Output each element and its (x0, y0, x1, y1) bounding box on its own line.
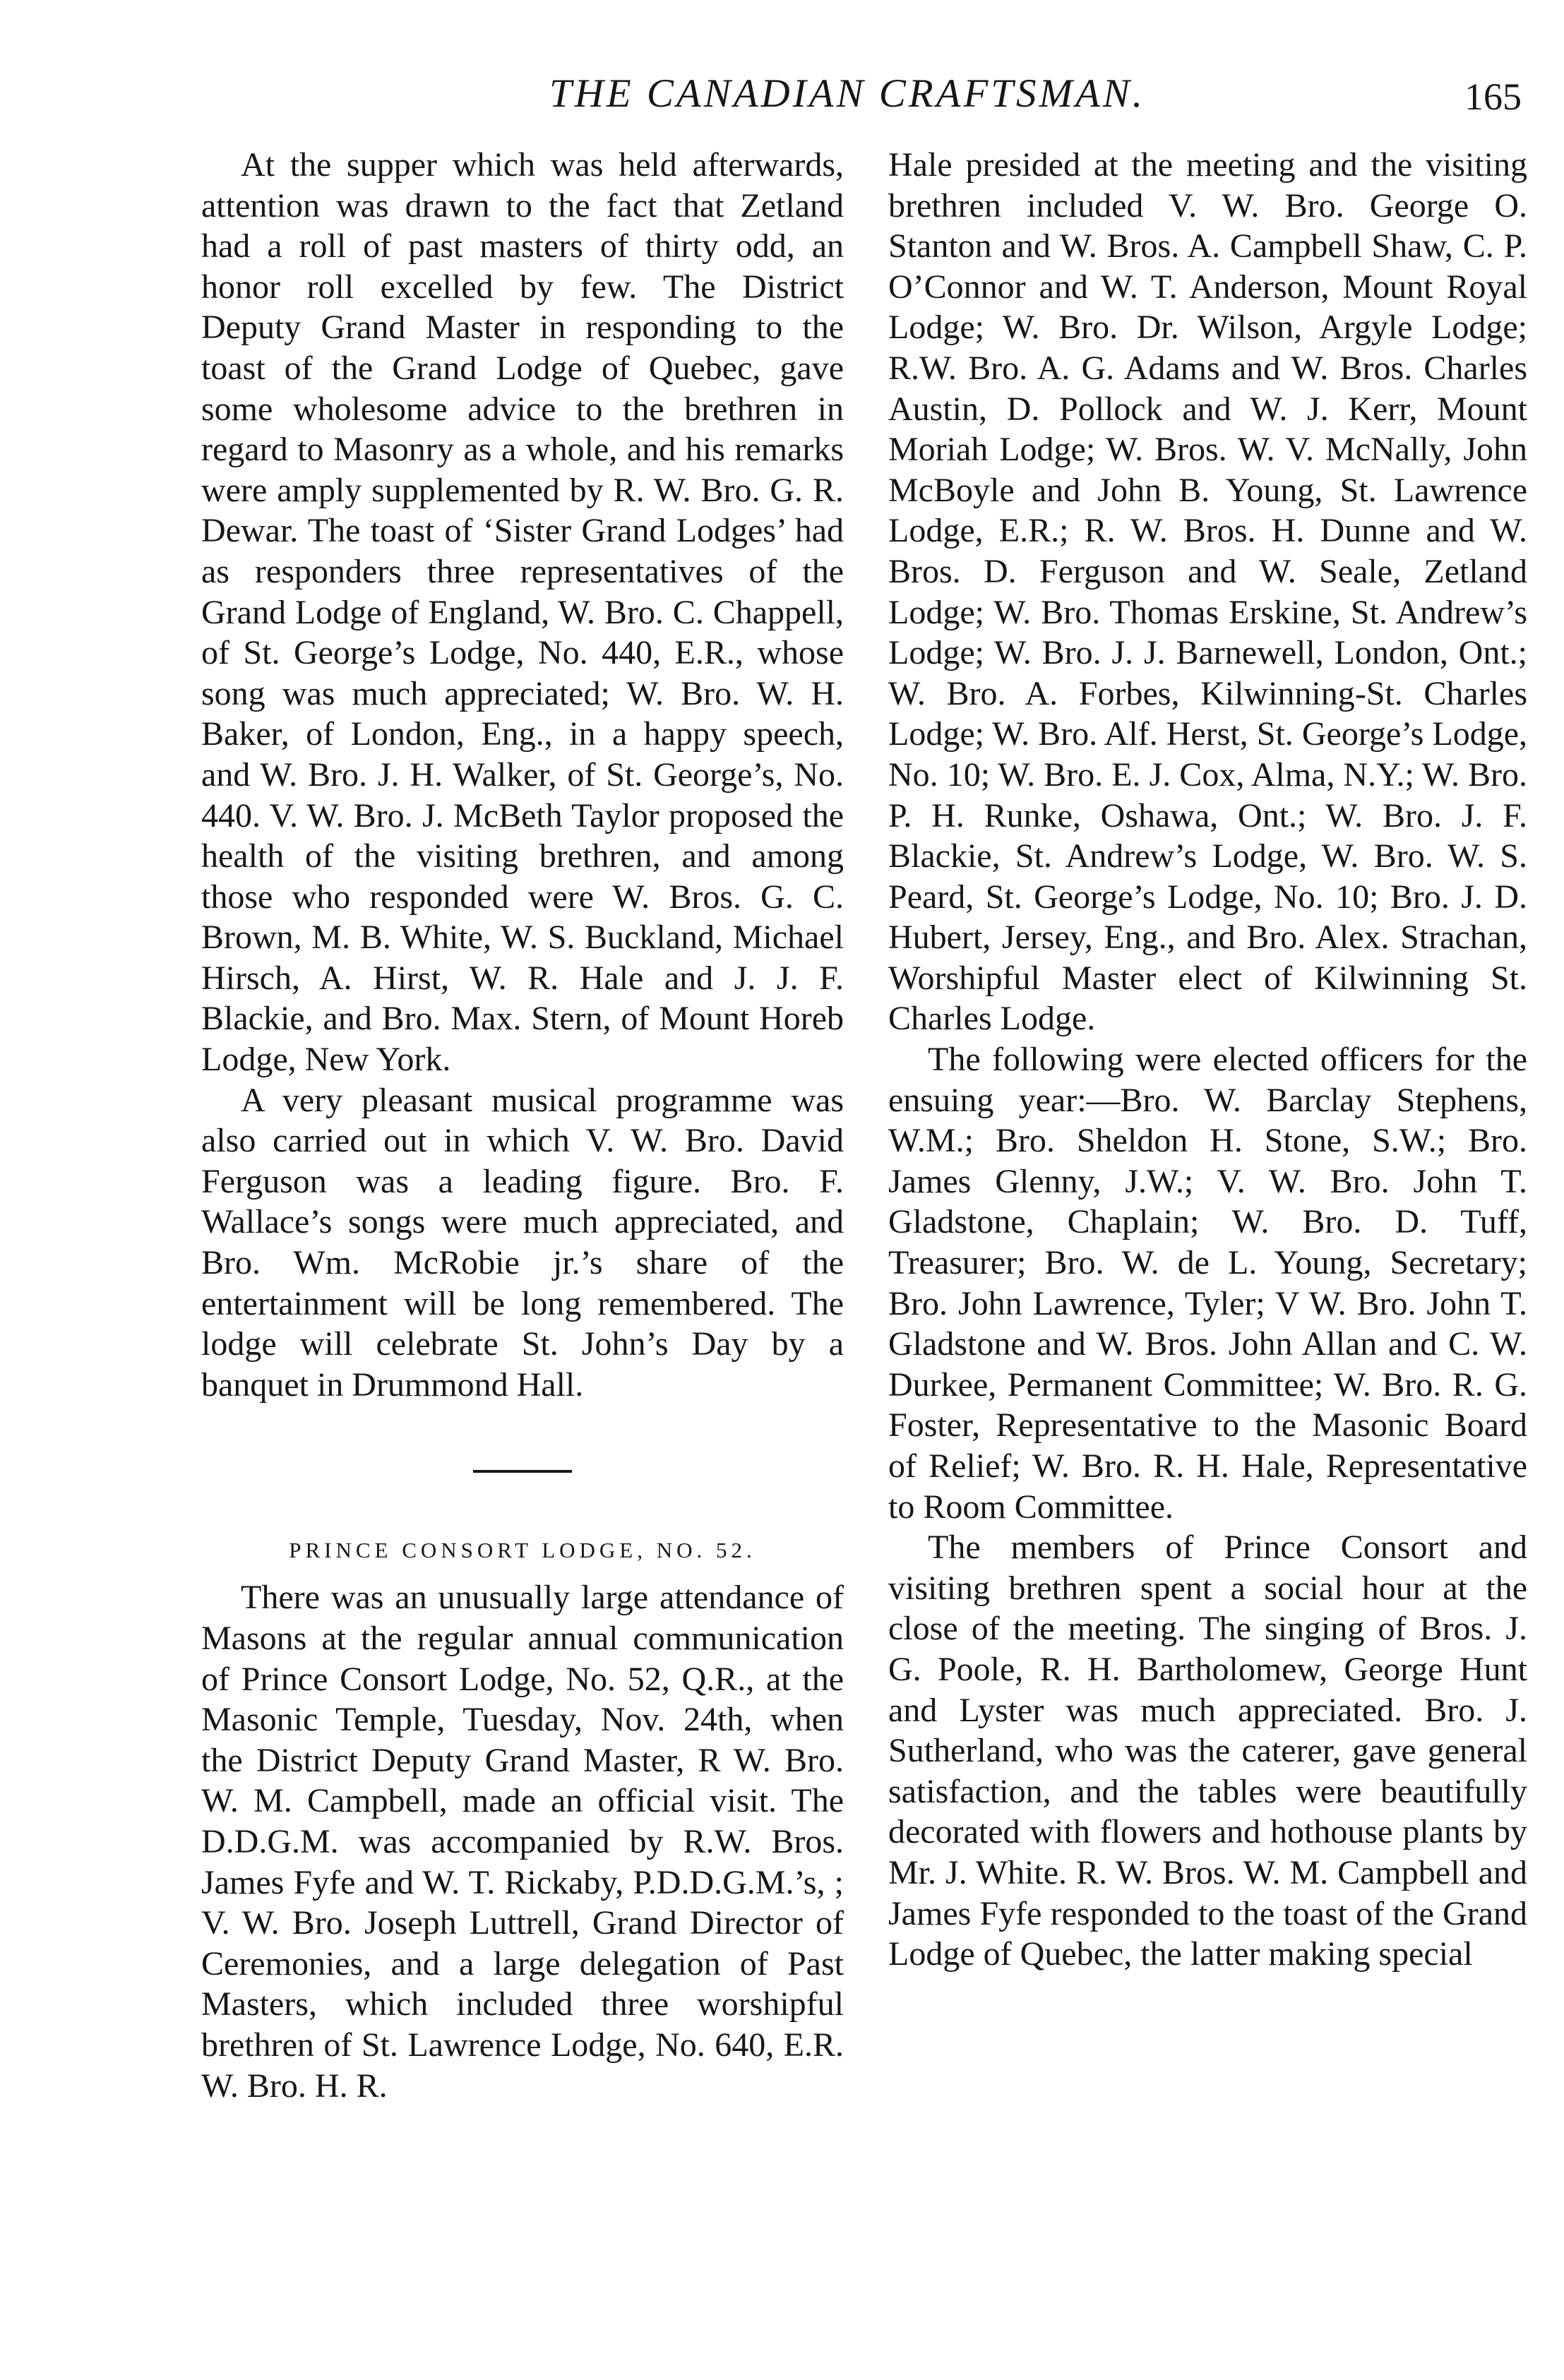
page-number: 165 (1464, 76, 1522, 118)
right-column (888, 145, 1527, 1975)
supper-paragraph: At the supper which was held afterwards, attention was drawn to the fact that Zetland had a roll of past masters of thirty odd, an honor roll excelled by few. The District Deputy Grand Master in responding to the toast of the Grand Lodge of Quebec, gave some wholesome advice to the brethren in regard to Masonry as a whole, and his remarks were amply supplemented by R. W. Bro. G. R. Dewar. The toast of ‘Sister Grand Lodges’ had as responders three representatives of the Grand Lodge of England, W. Bro. C. Chappell, of St. George’s Lodge, No. 440, E.R., whose song was much appreciated; W. Bro. W. H. Baker, of London, Eng., in a happy speech, and W. Bro. J. H. Walker, of St. George’s, No. 440. V. W. Bro. J. McBeth Taylor proposed the health of the visiting brethren, and among those who responded were W. Bros. G. C. Brown, M. B. White, W. S. Buckland, Michael Hirsch, A. Hirst, W. R. Hale and J. J. F. Blackie, and Bro. Max. Stern, of Mount Horeb Lodge, New York. (201, 146, 844, 1079)
section-heading: PRINCE CONSORT LODGE, NO. 52. (289, 1538, 756, 1563)
running-head (0, 71, 1564, 134)
prince-consort-paragraph: There was an unusually large attendance of Masons at the regular annual communication of Prince Consort Lodge, No. 52, Q.R., at the Masonic Temple, Tuesday, Nov. 24th, when the District Deputy Grand Master, R W. Bro. W. M. Campbell, made an official visit. The D.D.G.M. was accompanied by R.W. Bros. James Fyfe and W. T. Rickaby, P.D.D.G.M.’s, ; V. W. Bro. Joseph Luttrell, Grand Director of Ceremonies, and a large delegation of Past Masters, which included three worshipful brethren of St. Lawrence Lodge, No. 640, E.R. W. Bro. H. R. (201, 1579, 844, 2105)
social-hour-paragraph: The members of Prince Consort and visiting brethren spent a social hour at the close of the meeting. The singing of Bros. J. G. Poole, R. H. Bartholomew, George Hunt and Lyster was much appreciated. Bro. J. Sutherland, who was the caterer, gave general satisfaction, and the tables were beautifully decorated with flowers and hothouse plants by Mr. J. White. R. W. Bros. W. M. Campbell and James Fyfe responded to the toast of the Grand Lodge of Quebec, the latter making special (888, 1529, 1527, 1973)
visiting-brethren-paragraph: Hale presided at the meeting and the visiting brethren included V. W. Bro. George O. Stanton and W. Bros. A. Campbell Shaw, C. P. O’Connor and W. T. Anderson, Mount Royal Lodge; W. Bro. Dr. Wilson, Argyle Lodge; R.W. Bro. A. G. Adams and W. Bros. Charles Austin, D. Pollock and W. J. Kerr, Mount Moriah Lodge; W. Bros. W. V. McNally, John McBoyle and John B. Young, St. Lawrence Lodge, E.R.; R. W. Bros. H. Dunne and W. Bros. D. Ferguson and W. Seale, Zetland Lodge; W. Bro. Thomas Erskine, St. Andrew’s Lodge; W. Bro. J. J. Barnewell, London, Ont.; W. Bro. A. Forbes, Kilwinning-St. Charles Lodge; W. Bro. Alf. Herst, St. George’s Lodge, No. 10; W. Bro. E. J. Cox, Alma, N.Y.; W. Bro. P. H. Runke, Oshawa, Ont.; W. Bro. J. F. Blackie, St. Andrew’s Lodge, W. Bro. W. S. Peard, St. George’s Lodge, No. 10; Bro. J. D. Hubert, Jersey, Eng., and Bro. Alex. Strachan, Worshipful Master elect of Kilwinning St. Charles Lodge. (888, 146, 1527, 1038)
section-divider (473, 1470, 572, 1473)
musical-programme-paragraph: A very pleasant musical programme was also carried out in which V. W. Bro. David Ferguson was a leading figure. Bro. F. Wallace’s songs were much appreciated, and Bro. Wm. McRobie jr.’s share of the entertainment will be long remembered. The lodge will celebrate St. John’s Day by a banquet in Drummond Hall. (201, 1081, 844, 1404)
journal-title: THE CANADIAN CRAFTSMAN. (549, 71, 1146, 116)
left-column (201, 145, 844, 2106)
elected-officers-paragraph: The following were elected officers for the ensuing year:—Bro. W. Barclay Stephens, W.M.; Bro. Sheldon H. Stone, S.W.; Bro. James Glenny, J.W.; V. W. Bro. John T. Gladstone, Chaplain; W. Bro. D. Tuff, Treasurer; Bro. W. de L. Young, Secretary; Bro. John Lawrence, Tyler; V W. Bro. John T. Gladstone and W. Bros. John Allan and C. W. Durkee, Permanent Committee; W. Bro. R. G. Foster, Representative to the Masonic Board of Relief; W. Bro. R. H. Hale, Representative to Room Committee. (888, 1041, 1527, 1526)
